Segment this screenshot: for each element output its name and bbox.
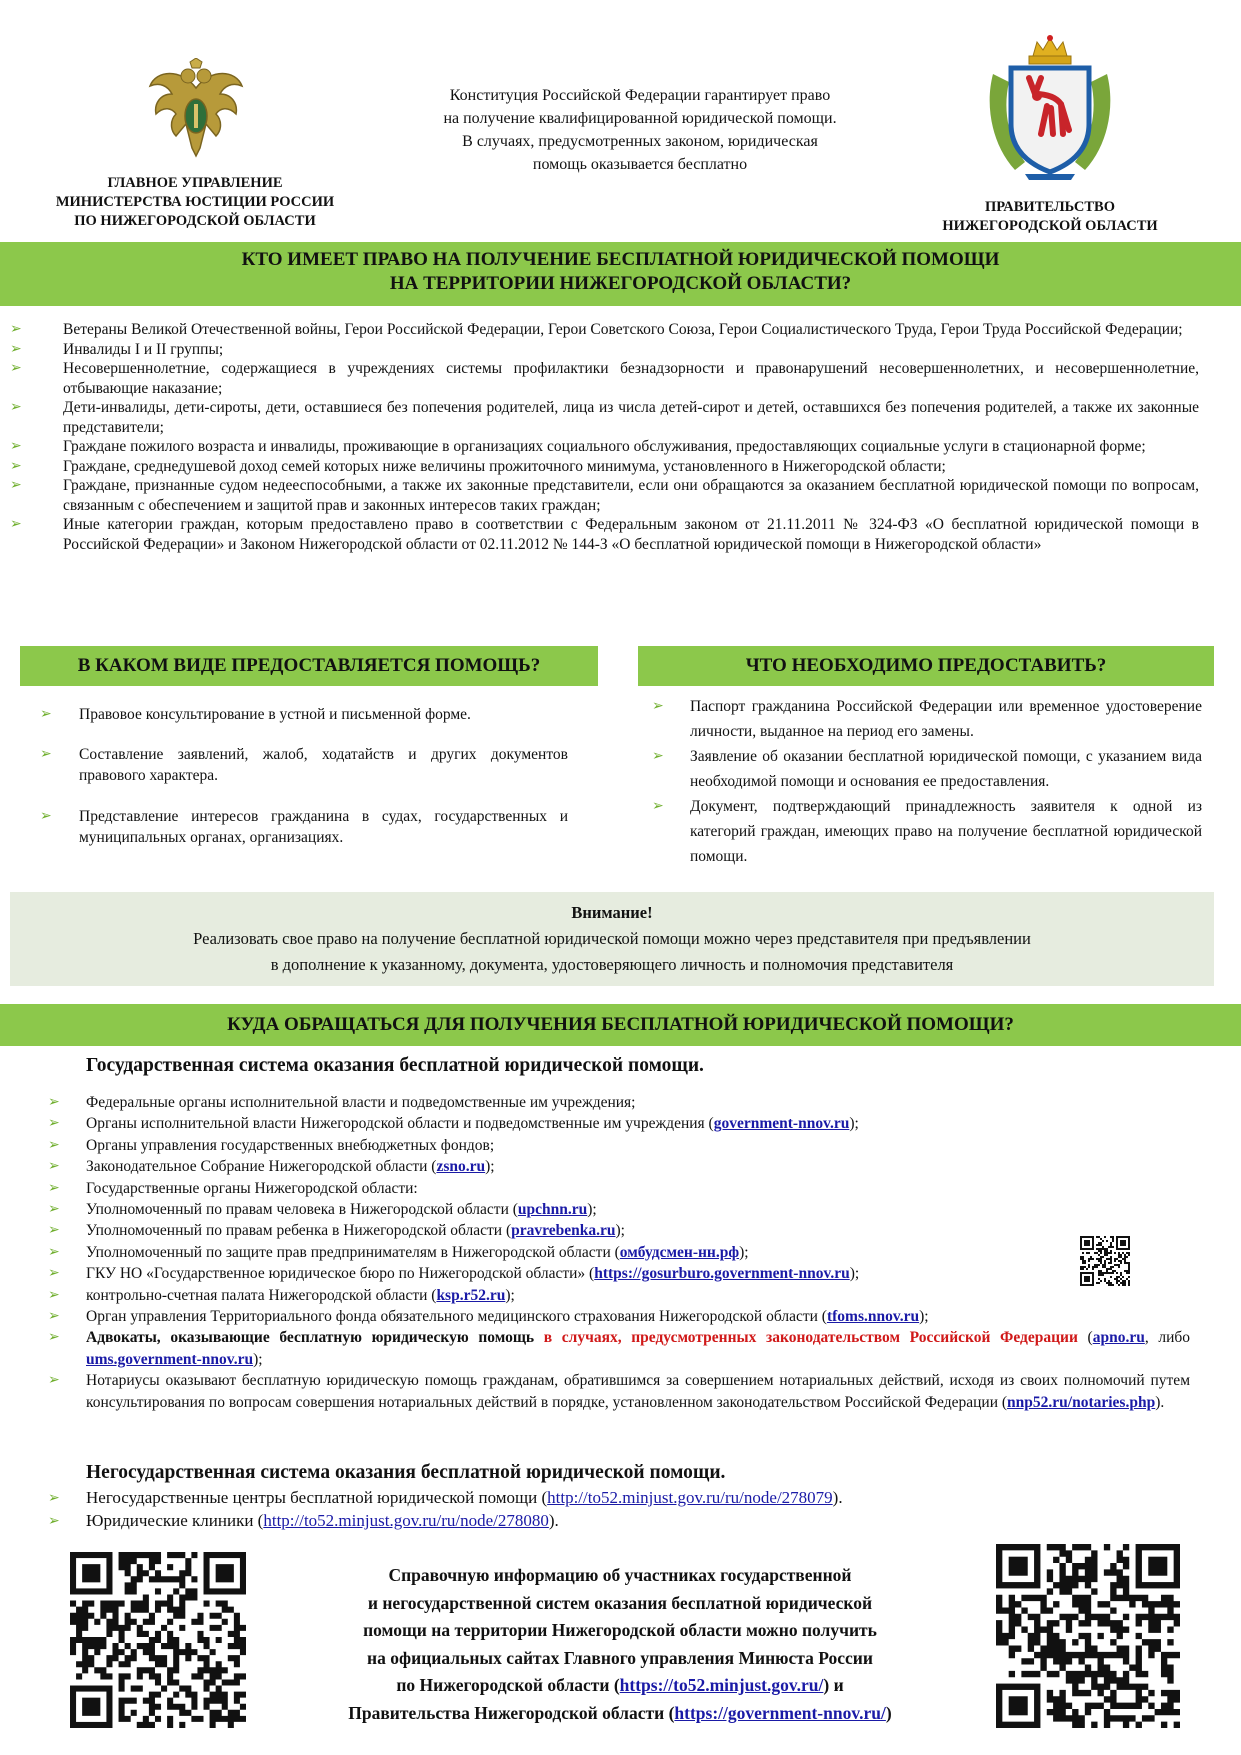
arrow-bullet-icon: ➢	[48, 1265, 60, 1282]
constitution-line-2: на получение квалифицированной юридической помощи.	[443, 110, 837, 127]
right-org-line-1: ПРАВИТЕЛЬСТВО	[985, 199, 1115, 215]
qr-code-icon	[996, 1544, 1180, 1728]
list-item: ➢ Паспорт гражданина Российской Федерации или временное удостоверение личности, выданное на период его замены.	[642, 694, 1202, 744]
qr-code-icon	[70, 1552, 246, 1728]
nongov-system-heading: Негосударственная система оказания бесплатной юридической помощи.	[86, 1462, 726, 1483]
list-item: ➢ Уполномоченный по защите прав предпринимателям в Нижегородской области (омбудсмен-нн.рф);	[0, 1242, 1190, 1263]
eagle-emblem-icon	[146, 58, 246, 162]
arrow-bullet-icon: ➢	[48, 1286, 60, 1303]
list-item: ➢ Законодательное Собрание Нижегородской области (zsno.ru);	[0, 1156, 1190, 1177]
arrow-bullet-icon: ➢	[10, 399, 22, 415]
arrow-bullet-icon: ➢	[652, 748, 664, 764]
link-pravrebenka[interactable]: pravrebenka.ru	[511, 1222, 616, 1240]
list-item: ➢ Составление заявлений, жалоб, ходатайств и других документов правового характера.	[40, 746, 568, 784]
list-item: ➢ Иные категории граждан, которым предоставлено право в соответствии с Федеральным законом от 21.11.2011 № 324-ФЗ «О бесплатной юридической помощи в Российской Федерации» и Законом Нижегородской области от 02.11.2012 № 144-З «О бесплатной юридической помощи в Нижегородской области»	[10, 516, 1199, 553]
list-item: ➢ ГКУ НО «Государственное юридическое бюро по Нижегородской области» (https://gosurburo.government-nnov.ru);	[0, 1263, 1190, 1284]
link-ums[interactable]: ums.government-nnov.ru	[86, 1350, 254, 1368]
footer-info	[250, 1562, 990, 1727]
arrow-bullet-icon: ➢	[48, 1513, 60, 1529]
required-docs-list	[642, 694, 1202, 869]
footer-line-2: и негосударственной систем оказания бесплатной юридической	[367, 1592, 873, 1613]
link-tfoms[interactable]: tfoms.nnov.ru	[826, 1308, 920, 1326]
list-item: ➢ Уполномоченный по правам ребенка в Нижегородской области (pravrebenka.ru);	[0, 1220, 1190, 1241]
list-item: ➢ Правовое консультирование в устной и письменной форме.	[40, 706, 471, 723]
constitution-line-3: В случаях, предусмотренных законом, юридическая	[462, 133, 818, 150]
list-item: ➢ Инвалиды I и II группы;	[10, 340, 224, 358]
nongov-system-list	[0, 1486, 1190, 1532]
gov-system-list	[0, 1092, 1190, 1413]
list-item: ➢ Негосударственные центры бесплатной юридической помощи (http://to52.minjust.gov.ru/ru/node/278079).	[0, 1486, 1190, 1509]
list-item-lawyers: ➢ Адвокаты, оказывающие бесплатную юридическую помощь в случаях, предусмотренных законодательством Российской Федерации (apno.ru, либо ums.government-nnov.ru);	[48, 1329, 1190, 1368]
required-docs-heading: ЧТО НЕОБХОДИМО ПРЕДОСТАВИТЬ?	[638, 646, 1214, 686]
footer-qr-right	[996, 1544, 1180, 1728]
arrow-bullet-icon: ➢	[40, 706, 52, 722]
arrow-bullet-icon: ➢	[48, 1243, 60, 1260]
arrow-bullet-icon: ➢	[10, 516, 22, 532]
list-item: ➢ Орган управления Территориального фонда обязательного медицинского страхования Нижегородской области (tfoms.nnov.ru);	[0, 1306, 1190, 1327]
list-item: ➢ контрольно-счетная палата Нижегородской области (ksp.r52.ru);	[0, 1285, 1190, 1306]
eligibility-heading-line-2: НА ТЕРРИТОРИИ НИЖЕГОРОДСКОЙ ОБЛАСТИ?	[389, 273, 852, 294]
link-ksp[interactable]: ksp.r52.ru	[436, 1286, 506, 1304]
link-minjust[interactable]: https://to52.minjust.gov.ru/	[619, 1675, 824, 1695]
list-item: ➢ Уполномоченный по правам человека в Нижегородской области (upchnn.ru);	[0, 1199, 1190, 1220]
eligibility-heading	[0, 242, 1241, 306]
arrow-bullet-icon: ➢	[10, 438, 22, 454]
arrow-bullet-icon: ➢	[48, 1115, 60, 1132]
link-ombudsmen[interactable]: омбудсмен-нн.рф	[619, 1243, 740, 1261]
link-government[interactable]: https://government-nnov.ru/	[674, 1702, 886, 1723]
arrow-bullet-icon: ➢	[48, 1222, 60, 1239]
list-item: ➢ Граждане пожилого возраста и инвалиды, проживающие в организациях социального обслуживания, предоставляющих социальные услуги в стационарной форме;	[10, 438, 1146, 455]
link-gosurburo[interactable]: https://gosurburo.government-nnov.ru	[594, 1265, 850, 1283]
minjust-emblem	[146, 58, 246, 162]
list-item: ➢ Граждане, среднедушевой доход семей которых ниже величины прожиточного минимума, установленного в Нижегородской области;	[10, 457, 946, 475]
where-to-apply-heading: КУДА ОБРАЩАТЬСЯ ДЛЯ ПОЛУЧЕНИЯ БЕСПЛАТНОЙ ЮРИДИЧЕСКОЙ ПОМОЩИ?	[0, 1004, 1241, 1046]
arrow-bullet-icon: ➢	[10, 360, 22, 376]
link-nongov-centers[interactable]: http://to52.minjust.gov.ru/ru/node/278079	[547, 1488, 833, 1507]
link-legal-clinics[interactable]: http://to52.minjust.gov.ru/ru/node/278080	[263, 1511, 549, 1530]
attention-line-1: Реализовать свое право на получение бесплатной юридической помощи можно через представителя при предъявлении	[193, 929, 1031, 948]
footer-line-3: помощи на территории Нижегородской области можно получить	[363, 1620, 877, 1640]
footer-line-5: по Нижегородской области (https://to52.minjust.gov.ru/) и	[396, 1675, 844, 1695]
link-upchnn[interactable]: upchnn.ru	[517, 1201, 588, 1219]
left-org-line-1: ГЛАВНОЕ УПРАВЛЕНИЕ	[107, 175, 283, 191]
left-org-line-2: МИНИСТЕРСТВА ЮСТИЦИИ РОССИИ	[55, 194, 335, 210]
arrow-bullet-icon: ➢	[48, 1308, 60, 1325]
constitution-note	[400, 84, 880, 176]
arrow-bullet-icon: ➢	[48, 1136, 60, 1153]
list-item: ➢ Государственные органы Нижегородской области:	[0, 1178, 1190, 1199]
list-item: ➢ Юридические клиники (http://to52.minjust.gov.ru/ru/node/278080).	[0, 1509, 1190, 1532]
list-item: ➢ Ветераны Великой Отечественной войны, Герои Российской Федерации, Герои Советского Союза, Герои Социалистического Труда, Герои Труда Российской Федерации;	[10, 321, 1183, 338]
arrow-bullet-icon: ➢	[40, 808, 52, 824]
arrow-bullet-icon: ➢	[10, 457, 22, 474]
footer-qr-left	[70, 1552, 246, 1728]
footer-line-1: Справочную информацию об участниках государственной	[388, 1565, 852, 1585]
list-item: ➢ Заявление об оказании бесплатной юридической помощи, с указанием вида необходимой помощи и основания ее предоставления.	[642, 744, 1202, 794]
arrow-bullet-icon: ➢	[48, 1329, 60, 1346]
nizhny-novgorod-coat-of-arms-icon	[985, 34, 1115, 184]
right-org-line-2: НИЖЕГОРОДСКОЙ ОБЛАСТИ	[942, 218, 1158, 234]
left-org-line-3: ПО НИЖЕГОРОДСКОЙ ОБЛАСТИ	[74, 213, 316, 229]
footer-line-6: Правительства Нижегородской области (https://government-nnov.ru/)	[348, 1702, 892, 1723]
eligibility-heading-line-1: КТО ИМЕЕТ ПРАВО НА ПОЛУЧЕНИЕ БЕСПЛАТНОЙ ЮРИДИЧЕСКОЙ ПОМОЩИ	[241, 249, 1000, 270]
arrow-bullet-icon: ➢	[10, 321, 22, 337]
arrow-bullet-icon: ➢	[40, 746, 52, 762]
qr-code-icon	[1080, 1236, 1130, 1286]
list-item: ➢ Органы управления государственных внебюджетных фондов;	[0, 1135, 1190, 1156]
arrow-bullet-icon: ➢	[652, 698, 664, 714]
gov-system-heading: Государственная система оказания бесплатной юридической помощи.	[86, 1055, 704, 1076]
arrow-bullet-icon: ➢	[48, 1372, 60, 1389]
eligibility-list	[0, 320, 1199, 554]
arrow-bullet-icon: ➢	[48, 1179, 60, 1196]
list-item: ➢ Федеральные органы исполнительной власти и подведомственные им учреждения;	[0, 1092, 1190, 1113]
list-item: ➢ Дети-инвалиды, дети-сироты, дети, оставшиеся без попечения родителей, лица из числа детей-сирот и детей, оставшихся без попечения родителей, а также их законные представители;	[10, 399, 1199, 436]
left-org-name	[30, 174, 360, 231]
link-nnp52[interactable]: nnp52.ru/notaries.php	[1007, 1393, 1156, 1411]
region-coat-of-arms	[985, 34, 1115, 184]
list-item: ➢ Представление интересов гражданина в судах, государственных и муниципальных органах, организациях.	[40, 808, 568, 846]
constitution-line-4: помощь оказывается бесплатно	[532, 156, 748, 173]
list-item: ➢ Документ, подтверждающий принадлежность заявителя к одной из категорий граждан, имеющих право на получение бесплатной юридической помощи.	[642, 794, 1202, 869]
link-government-nnov[interactable]: government-nnov.ru	[713, 1115, 850, 1133]
attention-title: Внимание!	[571, 903, 653, 922]
link-zsno[interactable]: zsno.ru	[436, 1158, 486, 1176]
arrow-bullet-icon: ➢	[652, 798, 664, 814]
arrow-bullet-icon: ➢	[48, 1490, 60, 1506]
help-forms-heading: В КАКОМ ВИДЕ ПРЕДОСТАВЛЯЕТСЯ ПОМОЩЬ?	[20, 646, 598, 686]
list-item: ➢ Граждане, признанные судом недееспособными, а также их законные представители, если они обращаются за оказанием бесплатной юридической помощи по вопросам, связанным с обеспечением и защитой прав и законных интересов таких граждан;	[10, 477, 1199, 514]
list-item: ➢ Органы исполнительной власти Нижегородской области и подведомственные им учреждения (government-nnov.ru);	[0, 1113, 1190, 1134]
attention-box	[10, 892, 1214, 986]
arrow-bullet-icon: ➢	[48, 1201, 60, 1218]
arrow-bullet-icon: ➢	[48, 1094, 60, 1110]
link-apno[interactable]: apno.ru	[1092, 1329, 1145, 1347]
list-item: ➢ Несовершеннолетние, содержащиеся в учреждениях системы профилактики безнадзорности и правонарушений несовершеннолетних, и несовершеннолетние, отбывающие наказание;	[10, 360, 1199, 397]
small-qr-code	[1080, 1236, 1130, 1286]
constitution-line-1: Конституция Российской Федерации гарантирует право	[449, 87, 831, 104]
arrow-bullet-icon: ➢	[10, 477, 22, 493]
attention-line-2: в дополнение к указанному, документа, удостоверяющего личность и полномочия представителя	[270, 955, 954, 974]
right-org-name	[900, 198, 1200, 236]
arrow-bullet-icon: ➢	[10, 340, 22, 357]
footer-line-4: на официальных сайтах Главного управления Минюста России	[367, 1647, 873, 1668]
arrow-bullet-icon: ➢	[48, 1158, 60, 1175]
list-item-notaries: ➢ Нотариусы оказывают бесплатную юридическую помощь гражданам, обратившимся за совершением нотариальных действий, исходя из своих полномочий путем консультирования по вопросам совершения нотариальных действий в порядке, установленном законодательством Российской Федерации (nnp52.ru/notaries.php).	[48, 1372, 1190, 1411]
